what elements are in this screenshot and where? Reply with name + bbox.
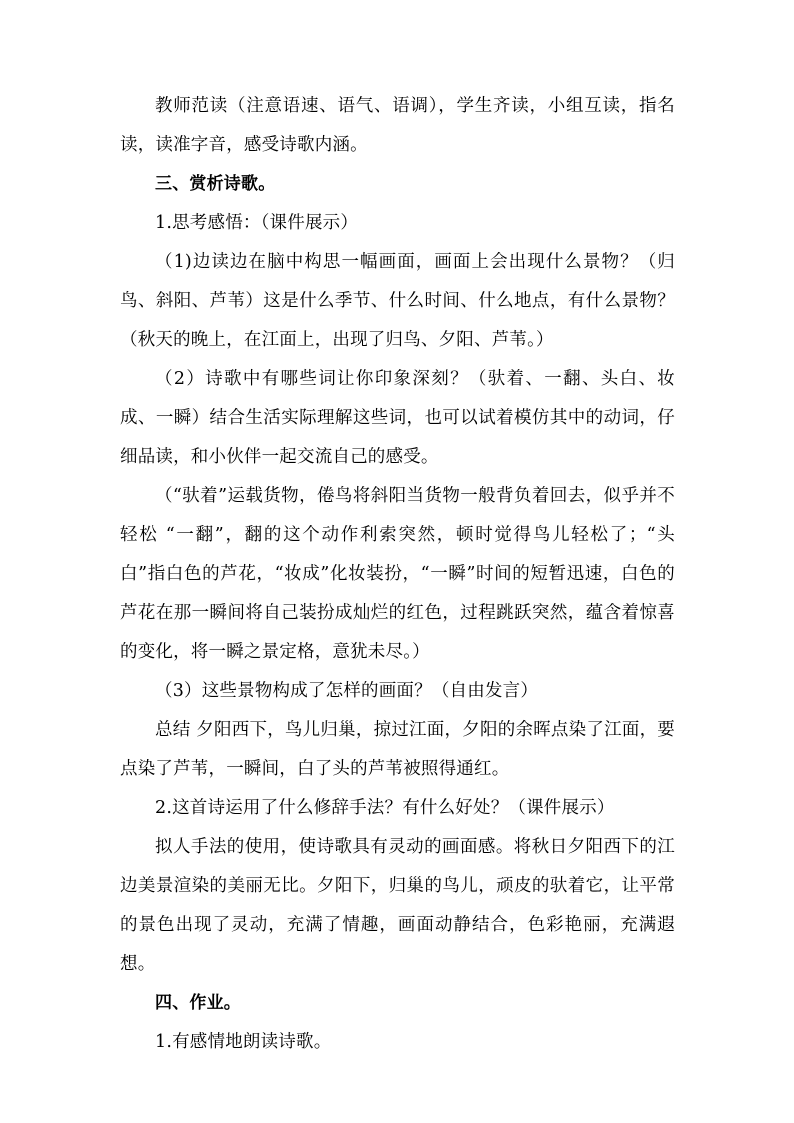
section-heading-homework: 四、作业。 (155, 993, 241, 1013)
document-body (120, 87, 675, 1062)
paragraph-reading-practice: 教师范读（注意语速、语气、语调），学生齐读，小组互读，指名读，读准字音，感受诗歌内涵。 (120, 96, 675, 155)
paragraph-rhetoric-answer: 拟人手法的使用，使诗歌具有灵动的画面感。将秋日夕阳西下的江边美景渲染的美丽无比。夕阳下，归巢的鸟儿，顽皮的驮着它，让平常的景色出现了灵动，充满了情趣，画面动静结合，色彩艳丽，充满遐想。 (120, 837, 675, 974)
paragraph-homework-1: 1.有感情地朗读诗歌。 (155, 1032, 332, 1052)
paragraph-question-1: （1)边读边在脑中构思一幅画面，画面上会出现什么景物？（归鸟、斜阳、芦苇）这是什么季节、什么时间、什么地点，有什么景物？（秋天的晚上，在江面上，出现了归鸟、夕阳、芦苇。） (120, 252, 675, 350)
paragraph-think-and-feel: 1.思考感悟：（课件展示） (155, 213, 359, 233)
section-heading-appreciate-poem: 三、赏析诗歌。 (155, 174, 276, 194)
paragraph-question-3: （3）这些景物构成了怎样的画面？（自由发言） (155, 681, 539, 701)
paragraph-rhetoric-question: 2.这首诗运用了什么修辞手法？有什么好处？（课件展示） (155, 798, 615, 818)
paragraph-summary: 总结 夕阳西下，鸟儿归巢，掠过江面，夕阳的余晖点染了江面，要点染了芦苇，一瞬间，白了头的芦苇被照得通红。 (120, 720, 675, 779)
paragraph-question-2: （2）诗歌中有哪些词让你印象深刻？（驮着、一翻、头白、妆成、一瞬）结合生活实际理解这些词，也可以试着模仿其中的动词，仔细品读，和小伙伴一起交流自己的感受。 (120, 369, 675, 467)
paragraph-word-analysis: （“驮着”运载货物，倦鸟将斜阳当货物一般背负着回去，似乎并不轻松 “一翻”，翻的这个动作利索突然，顿时觉得鸟儿轻松了；“头白”指白色的芦花，“妆成”化妆装扮，“一瞬”时间的短暂迅速，白色的芦花在那一瞬间将自己装扮成灿烂的红色，过程跳跃突然，蕴含着惊喜的变化，将一瞬之景定格，意犹未尽。） (120, 486, 675, 662)
